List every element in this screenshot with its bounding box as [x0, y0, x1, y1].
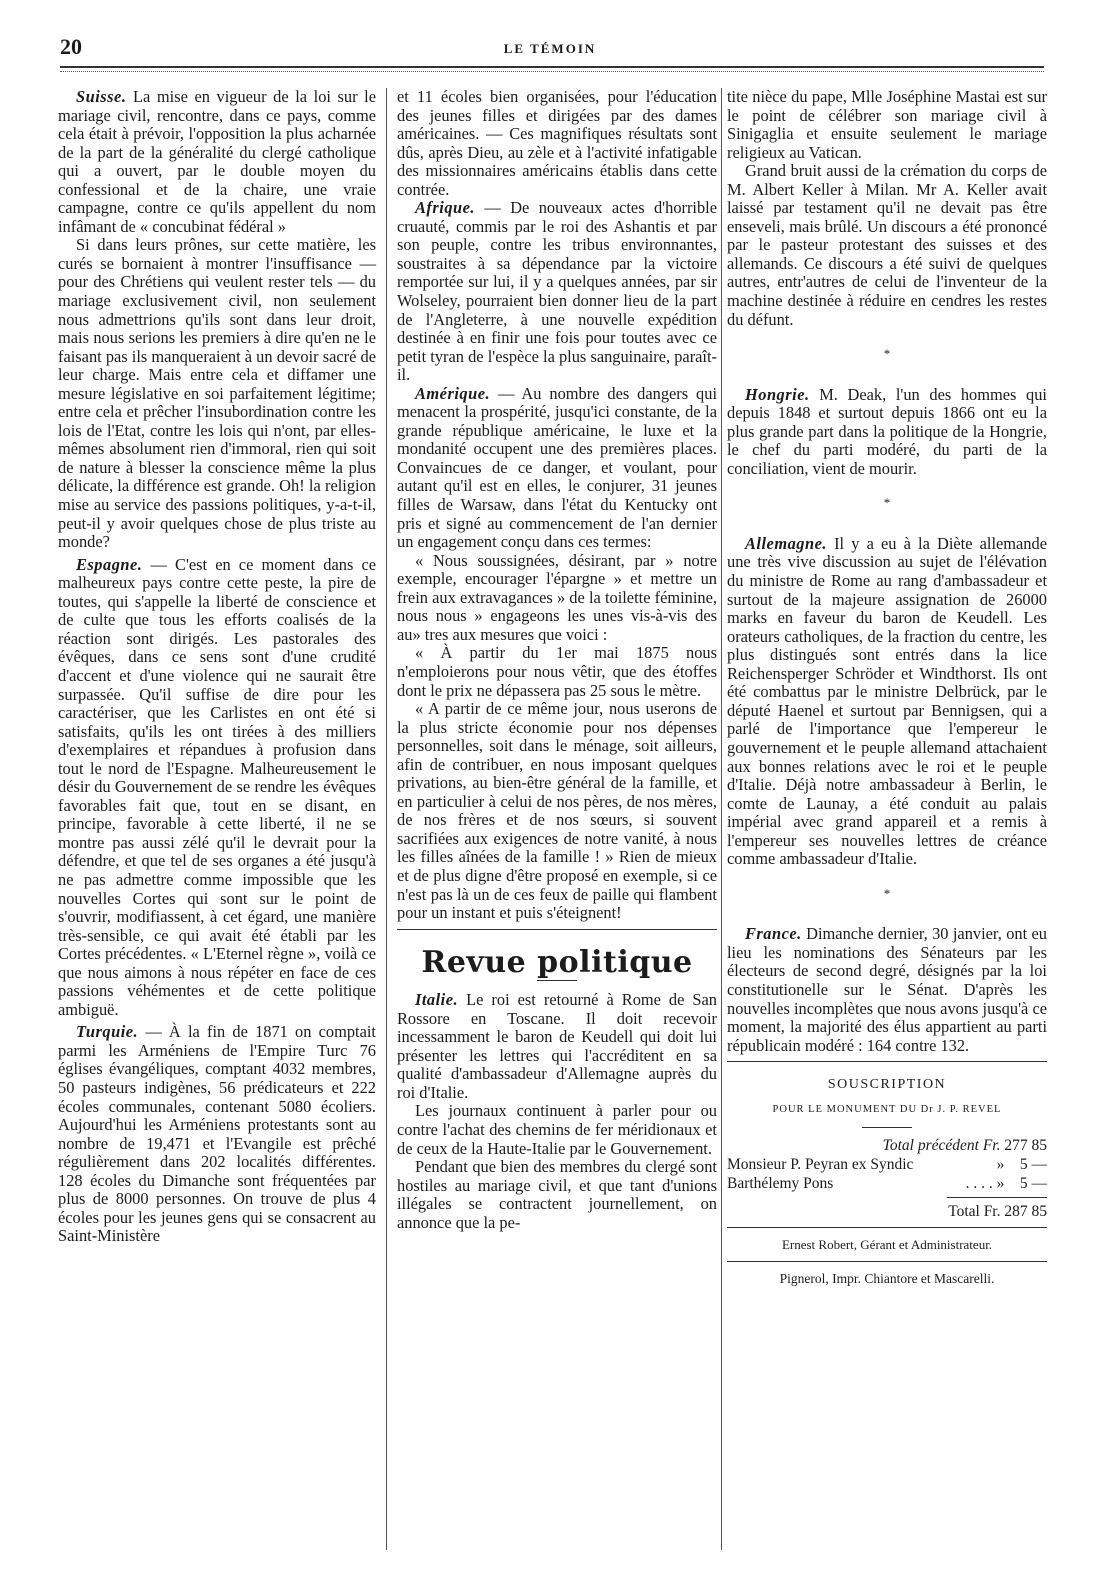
section-keyword: France. — [745, 924, 802, 944]
total-value: 287 85 — [1004, 1203, 1047, 1221]
section-keyword: Italie. — [415, 990, 459, 1010]
section-keyword: Allemagne. — [745, 533, 827, 553]
article-text: — Au nombre des dangers qui menacent la prospérité, jusqu'ici constante, de la grande république américaine, le luxe et la mondanité occupent une des premières places. Convaincues de ce danger, et voulant, pour autant qu'il est en elles, le conjurer, 31 jeunes filles de Warsaw, dans l'état du Kentucky ont pris et signé au commencement de l'an dernier un engagement conçu dans ces termes: — [397, 383, 717, 552]
quote: « Nous soussignées, désirant, par » notre exemple, encourager l'épargne » et mettre un frein aux extravagances » de la toilette féminine, nous nous » engageons les unes vis-à-vis des au» tres aux mesures que voici : — [397, 550, 717, 644]
header-rule-dotted — [60, 71, 1044, 72]
article-text: Le roi est retourné à Rome de San Rossore en Toscane. Il doit recevoir incessamment le baron de Keudell qui doit lui présenter les lettres qui l'accréditent en sa qualité d'ambassadeur d'Allemagne auprès du roi d'Italie. — [397, 990, 717, 1102]
separator-star: * — [883, 885, 891, 901]
total-label: Total Fr. — [948, 1203, 1001, 1221]
column-3 — [727, 88, 1047, 1288]
column-1 — [58, 88, 376, 1246]
article-text: M. Deak, l'un des hommes qui depuis 1848 et surtout depuis 1866 ont eu la plus grande part dans la politique de la Hongrie, le chef du parti modéré, du parti de la conciliation, vient de mourir. — [727, 384, 1047, 478]
section-title: Revue politique — [421, 944, 693, 980]
article-text: — C'est en ce moment dans ce malheureux pays contre cette peste, la pire de toutes, qui s'appelle la liberté de conscience et de culte que tous les efforts coalisés de la réaction sont dirigés. Les pastorales des évêques, dans ce sens sont d'une crudité d'accent et d'une violence qui ne saurait être surpassée. Qu'il suffise de dire pour les caractériser, que les Carlistes en ont été si satisfaits, qu'ils les ont tirées à des milliers d'exemplaires et répandues à profusion dans tout le nord de l'Espagne. Malheureusement le désir du Gouvernement de se rendre les évêques favorables fait que, tout en se disant, en principe, favorable à cette liberté, il ne se montre pas aussi zélé qu'il le devrait pour la défendre, et que tel de ses organes a été jusqu'à ne pas admettre comme impossible que les nouvelles Cortes qui sont sur le point de s'ouvrir, modifiassent, à cet égard, une manière très-sensible, ce qui avait été établi par les Cortes précédentes. « L'Eternel règne », voilà ce que nous aimons à nous répéter en face de ces passions véhémentes et de cette politique ambiguë. — [58, 554, 376, 1019]
previous-total-row — [727, 1136, 1047, 1155]
section-keyword: Afrique. — [415, 198, 476, 218]
ditto-mark: . . . . » — [965, 1175, 1005, 1193]
separator-star: * — [883, 346, 891, 362]
subscription-title: SOUSCRIPTION — [827, 1077, 947, 1093]
paragraph: et 11 écoles bien organisées, pour l'éducation des jeunes filles et dirigées par des dames américaines. — Ces magnifiques résultats sont dûs, après Dieu, au zèle et à l'activité infatigable des missionnaires américains établis dans cette contrée. — [397, 87, 717, 199]
article-text: — À la fin de 1871 on comptait parmi les Arméniens de l'Empire Turc 76 églises évangéliques, comptant 4032 membres, 50 pasteurs indigènes, 56 prédicateurs et 222 écoles communales, contenant 5080 écoliers. Aujourd'hui les Arméniens protestants sont au nombre de 19,471 et l'Evangile est prêché régulièrement dans 202 localités différentes. 128 écoles du Dimanche sont fréquentées par plus de 8000 personnes. On trouve de plus 4 écoles pour les jeunes gens qui se consacrent au Saint-Ministère — [58, 1022, 376, 1246]
printer-credit: Pignerol, Impr. Chiantore et Mascarelli. — [779, 1270, 995, 1286]
section-keyword: Amérique. — [415, 383, 491, 403]
article-hongrie — [727, 386, 1047, 479]
article-text: Il y a eu à la Diète allemande une très vive discussion au sujet de l'élévation du ministre de Rome au rang d'ambassadeur et surtout de la majeure assignation de 26000 marks en faveur du baron de Keudell. Les orateurs catholiques, de la fraction du centre, les plus distingués sont entrés dans la lice Reichensperger Schröder et Windthorst. Ils ont été combattus par le ministre Delbrück, par le député Haenel et surtout par Bennigsen, qui a parlé de l'importance que l'empereur le gouvernement et le peuple allemand attachaient aux bonnes relations avec le roi et le peuple d'Italie. Déjà notre ambassadeur à Berlin, le comte de Launay, a été conduit au palais impérial avec grand appareil et a remis à l'empereur ses nouvelles lettres de créance comme ambassadeur d'Italie. — [727, 533, 1047, 869]
section-keyword: Turquie. — [76, 1022, 139, 1042]
previous-total-label: Total précédent Fr. — [882, 1137, 1001, 1155]
article-text: — De nouveaux actes d'horrible cruauté, commis par le roi des Ashantis et par son peuple, contre les tribus environnantes, soustraites à sa dépendance par la victoire remportée sur lui, il y a quelques années, par sir Wolseley, pourraient bien donner lieu de la part de l'Angleterre, à une nouvelle expédition destinée à en finir une fois pour toutes avec ce petit tyran de l'espèce la plus sanguinaire, paraît-il. — [397, 198, 718, 385]
article-allemagne — [727, 535, 1047, 869]
donor-amount: 5 — — [1019, 1156, 1047, 1174]
article-suisse — [58, 88, 376, 236]
donor-amount: 5 — — [1019, 1175, 1047, 1193]
header-rule — [60, 66, 1044, 68]
section-keyword: Suisse. — [76, 87, 127, 106]
section-rule — [397, 929, 717, 930]
article-afrique — [397, 199, 717, 384]
paragraph: Les journaux continuent à parler pour ou contre l'achat des chemins de fer méridionaux et de ceux de la Haute-Italie par le Gouvernement. — [397, 1101, 717, 1158]
column-divider — [721, 88, 722, 1550]
separator-star: * — [883, 495, 891, 511]
column-2 — [397, 88, 717, 1232]
running-title: LE TÉMOIN — [503, 41, 597, 56]
total-row — [727, 1202, 1047, 1221]
subscription-subtitle: POUR LE MONUMENT DU Dr J. P. REVEL — [772, 1103, 1002, 1115]
paragraph: Pendant que bien des membres du clergé sont hostiles au mariage civil, et que tant d'unions illégales se contractent journellement, on annonce que la pe- — [397, 1157, 717, 1232]
title-rule — [537, 980, 577, 981]
paragraph: Grand bruit aussi de la crémation du corps de M. Albert Keller à Milan. Mr A. Keller avait laissé par testament qu'il ne devait pas être enseveli, mais brûlé. Un discours a été prononcé par le pasteur protestant des suisses et des allemands. Ce discours a été suivi de quelques autres, entr'autres de celui de l'inventeur de la machine destinée à réduire en cendres les restes du défunt. — [727, 161, 1047, 329]
article-espagne — [58, 556, 376, 1020]
paragraph: tite nièce du pape, Mlle Joséphine Mastai est sur le point de célébrer son mariage civil à Sinigaglia et ensuite seulement le mariage religieux au Vatican. — [727, 87, 1047, 162]
previous-total-value: 277 85 — [1004, 1137, 1047, 1155]
section-rule — [727, 1061, 1047, 1062]
quote: « A partir de ce même jour, nous userons de la plus stricte économie pour nos dépenses personnelles, soit dans le ménage, soit ailleurs, afin de contribuer, en nous imposant quelques privations, au bien-être général de la famille, et en particulier à celui de nos pères, de nos mères, de nos frères et de nos sœurs, si souvent sacrifiées aux exigences de notre vanité, à nous les filles aînées de la famille ! » Rien de mieux et de plus digne d'être proposé en exemple, si ce n'est pas là un de ces feux de paille qui flambent pour un instant et puis s'éteignent! — [397, 699, 717, 923]
article-turquie — [58, 1023, 376, 1246]
article-text: Dimanche dernier, 30 janvier, ont eu lieu les nominations des Sénateurs par les électeurs de second degré, désignés par la loi constitutionelle sur le Sénat. D'après les nouvelles incomplètes que nous avons jusqu'à ce moment, la majorité des élus appartient au parti républicain modéré : 164 contre 132. — [727, 924, 1047, 1055]
quote: « À partir du 1er mai 1875 nous n'emploierons pour nous vêtir, que des étoffes dont le prix ne dépassera pas 25 sous le mètre. — [397, 643, 717, 700]
article-italie — [397, 991, 717, 1102]
article-amerique — [397, 385, 717, 552]
column-divider — [386, 88, 387, 1550]
article-text: La mise en vigueur de la loi sur le mariage civil, rencontre, dans ce pays, comme cela était à prévoir, l'opposition la plus acharnée de la part de la généralité du clergé catholique qui a ouvert, par le double moyen du confessional et de la chaire, une vraie campagne, contre ce qu'ils appellent du nom infâmant de « concubinat fédéral » — [58, 87, 376, 236]
section-rule — [727, 1261, 1047, 1262]
section-keyword: Hongrie. — [745, 384, 810, 404]
ditto-mark: » — [996, 1156, 1005, 1174]
donor-name: Barthélemy Pons — [727, 1175, 834, 1193]
dash-rule — [862, 1127, 912, 1128]
donor-row — [727, 1174, 1047, 1193]
donor-row — [727, 1155, 1047, 1174]
manager-credit: Ernest Robert, Gérant et Administrateur. — [781, 1237, 993, 1253]
section-keyword: Espagne. — [76, 554, 143, 574]
paragraph: Si dans leurs prônes, sur cette matière, les curés se bornaient à montrer l'insuffisance — pour des Chrétiens qui veulent rester tels — du mariage exclusivement civil, non seulement nous admettrions qu'ils sont dans leur droit, mais nous serions les premiers à dire qu'en ne le faisant pas ils manqueraient à un devoir sacré de leur charge. Mais entre cela et diffamer une mesure législative en soi parfaitement légitime; entre cela et prêcher l'insubordination contre les lois de l'Etat, contre les lois qui n'ont, par elles-mêmes absolument rien d'immoral, rien qui soit de nature à blesser la conscience même la plus délicate, la différence est grande. Oh! la religion mise au service des passions politiques, y-a-t-il, peut-il y avoir quelques chose de plus triste au monde? — [58, 235, 376, 552]
article-france — [727, 925, 1047, 1055]
section-rule — [727, 1227, 1047, 1228]
page-number: 20 — [60, 34, 82, 59]
donor-name: Monsieur P. Peyran ex Syndic — [727, 1156, 914, 1174]
